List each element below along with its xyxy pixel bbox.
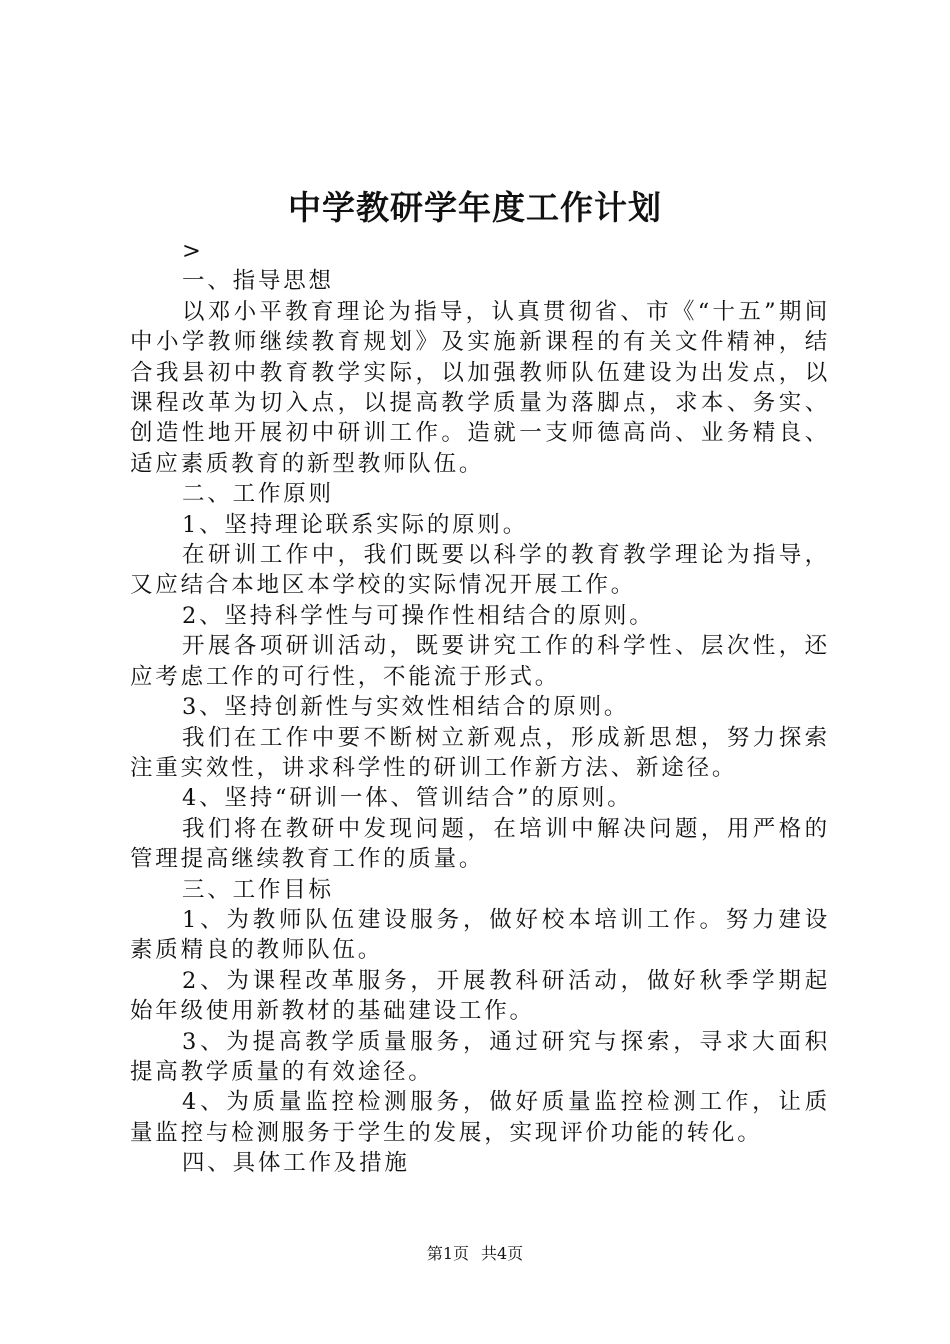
goal-item: 3、为提高教学质量服务，通过研究与探索，寻求大面积提高教学质量的有效途径。 xyxy=(130,1028,830,1085)
principle-item: 4、坚持“研训一体、管训结合”的原则。 xyxy=(182,785,633,812)
section-heading-specific-work: 四、具体工作及措施 xyxy=(182,1150,410,1177)
goal-item: 4、为质量监控检测服务，做好质量监控检测工作，让质量监控与检测服务于学生的发展，实现评价功能的转化。 xyxy=(130,1089,830,1146)
section-heading-work-principles: 二、工作原则 xyxy=(182,481,334,508)
principle-item: 3、坚持创新性与实效性相结合的原则。 xyxy=(182,694,630,721)
page-number: 第1页 xyxy=(426,1244,469,1263)
paragraph: 我们在工作中要不断树立新观点，形成新思想，努力探索注重实效性，讲求科学性的研训工作新方法、新途径。 xyxy=(130,724,830,781)
document-body xyxy=(130,236,830,1179)
paragraph: 在研训工作中，我们既要以科学的教育教学理论为指导，又应结合本地区本学校的实际情况开展工作。 xyxy=(130,542,830,599)
goal-item: 2、为课程改革服务，开展教科研活动，做好秋季学期起始年级使用新教材的基础建设工作。 xyxy=(130,967,830,1025)
document-title: 中学教研学年度工作计划 xyxy=(288,188,662,227)
page-total: 共4页 xyxy=(481,1244,524,1263)
section-heading-work-goals: 三、工作目标 xyxy=(182,876,334,903)
goal-item: 1、为教师队伍建设服务，做好校本培训工作。努力建设素质精良的教师队伍。 xyxy=(130,906,830,964)
principle-item: 2、坚持科学性与可操作性相结合的原则。 xyxy=(182,602,655,629)
section-heading-guiding-ideology: 一、指导思想 xyxy=(182,268,334,295)
paragraph-marker: > xyxy=(182,238,204,264)
page-footer xyxy=(0,1243,950,1265)
principle-item: 1、坚持理论联系实际的原则。 xyxy=(182,511,529,538)
paragraph: 开展各项研训活动，既要讲究工作的科学性、层次性，还应考虑工作的可行性，不能流于形式。 xyxy=(130,633,830,690)
paragraph: 我们将在教研中发现问题，在培训中解决问题，用严格的管理提高继续教育工作的质量。 xyxy=(130,815,830,873)
paragraph: 以邓小平教育理论为指导，认真贯彻省、市《“十五”期间中小学教师继续教育规划》及实施新课程的有关文件精神，结合我县初中教育教学实际，以加强教师队伍建设为出发点，以课程改革为切入点，以提高教学质量为落脚点，求本、务实、创造性地开展初中研训工作。造就一支师德高尚、业务精良、适应素质教育的新型教师队伍。 xyxy=(130,298,830,477)
